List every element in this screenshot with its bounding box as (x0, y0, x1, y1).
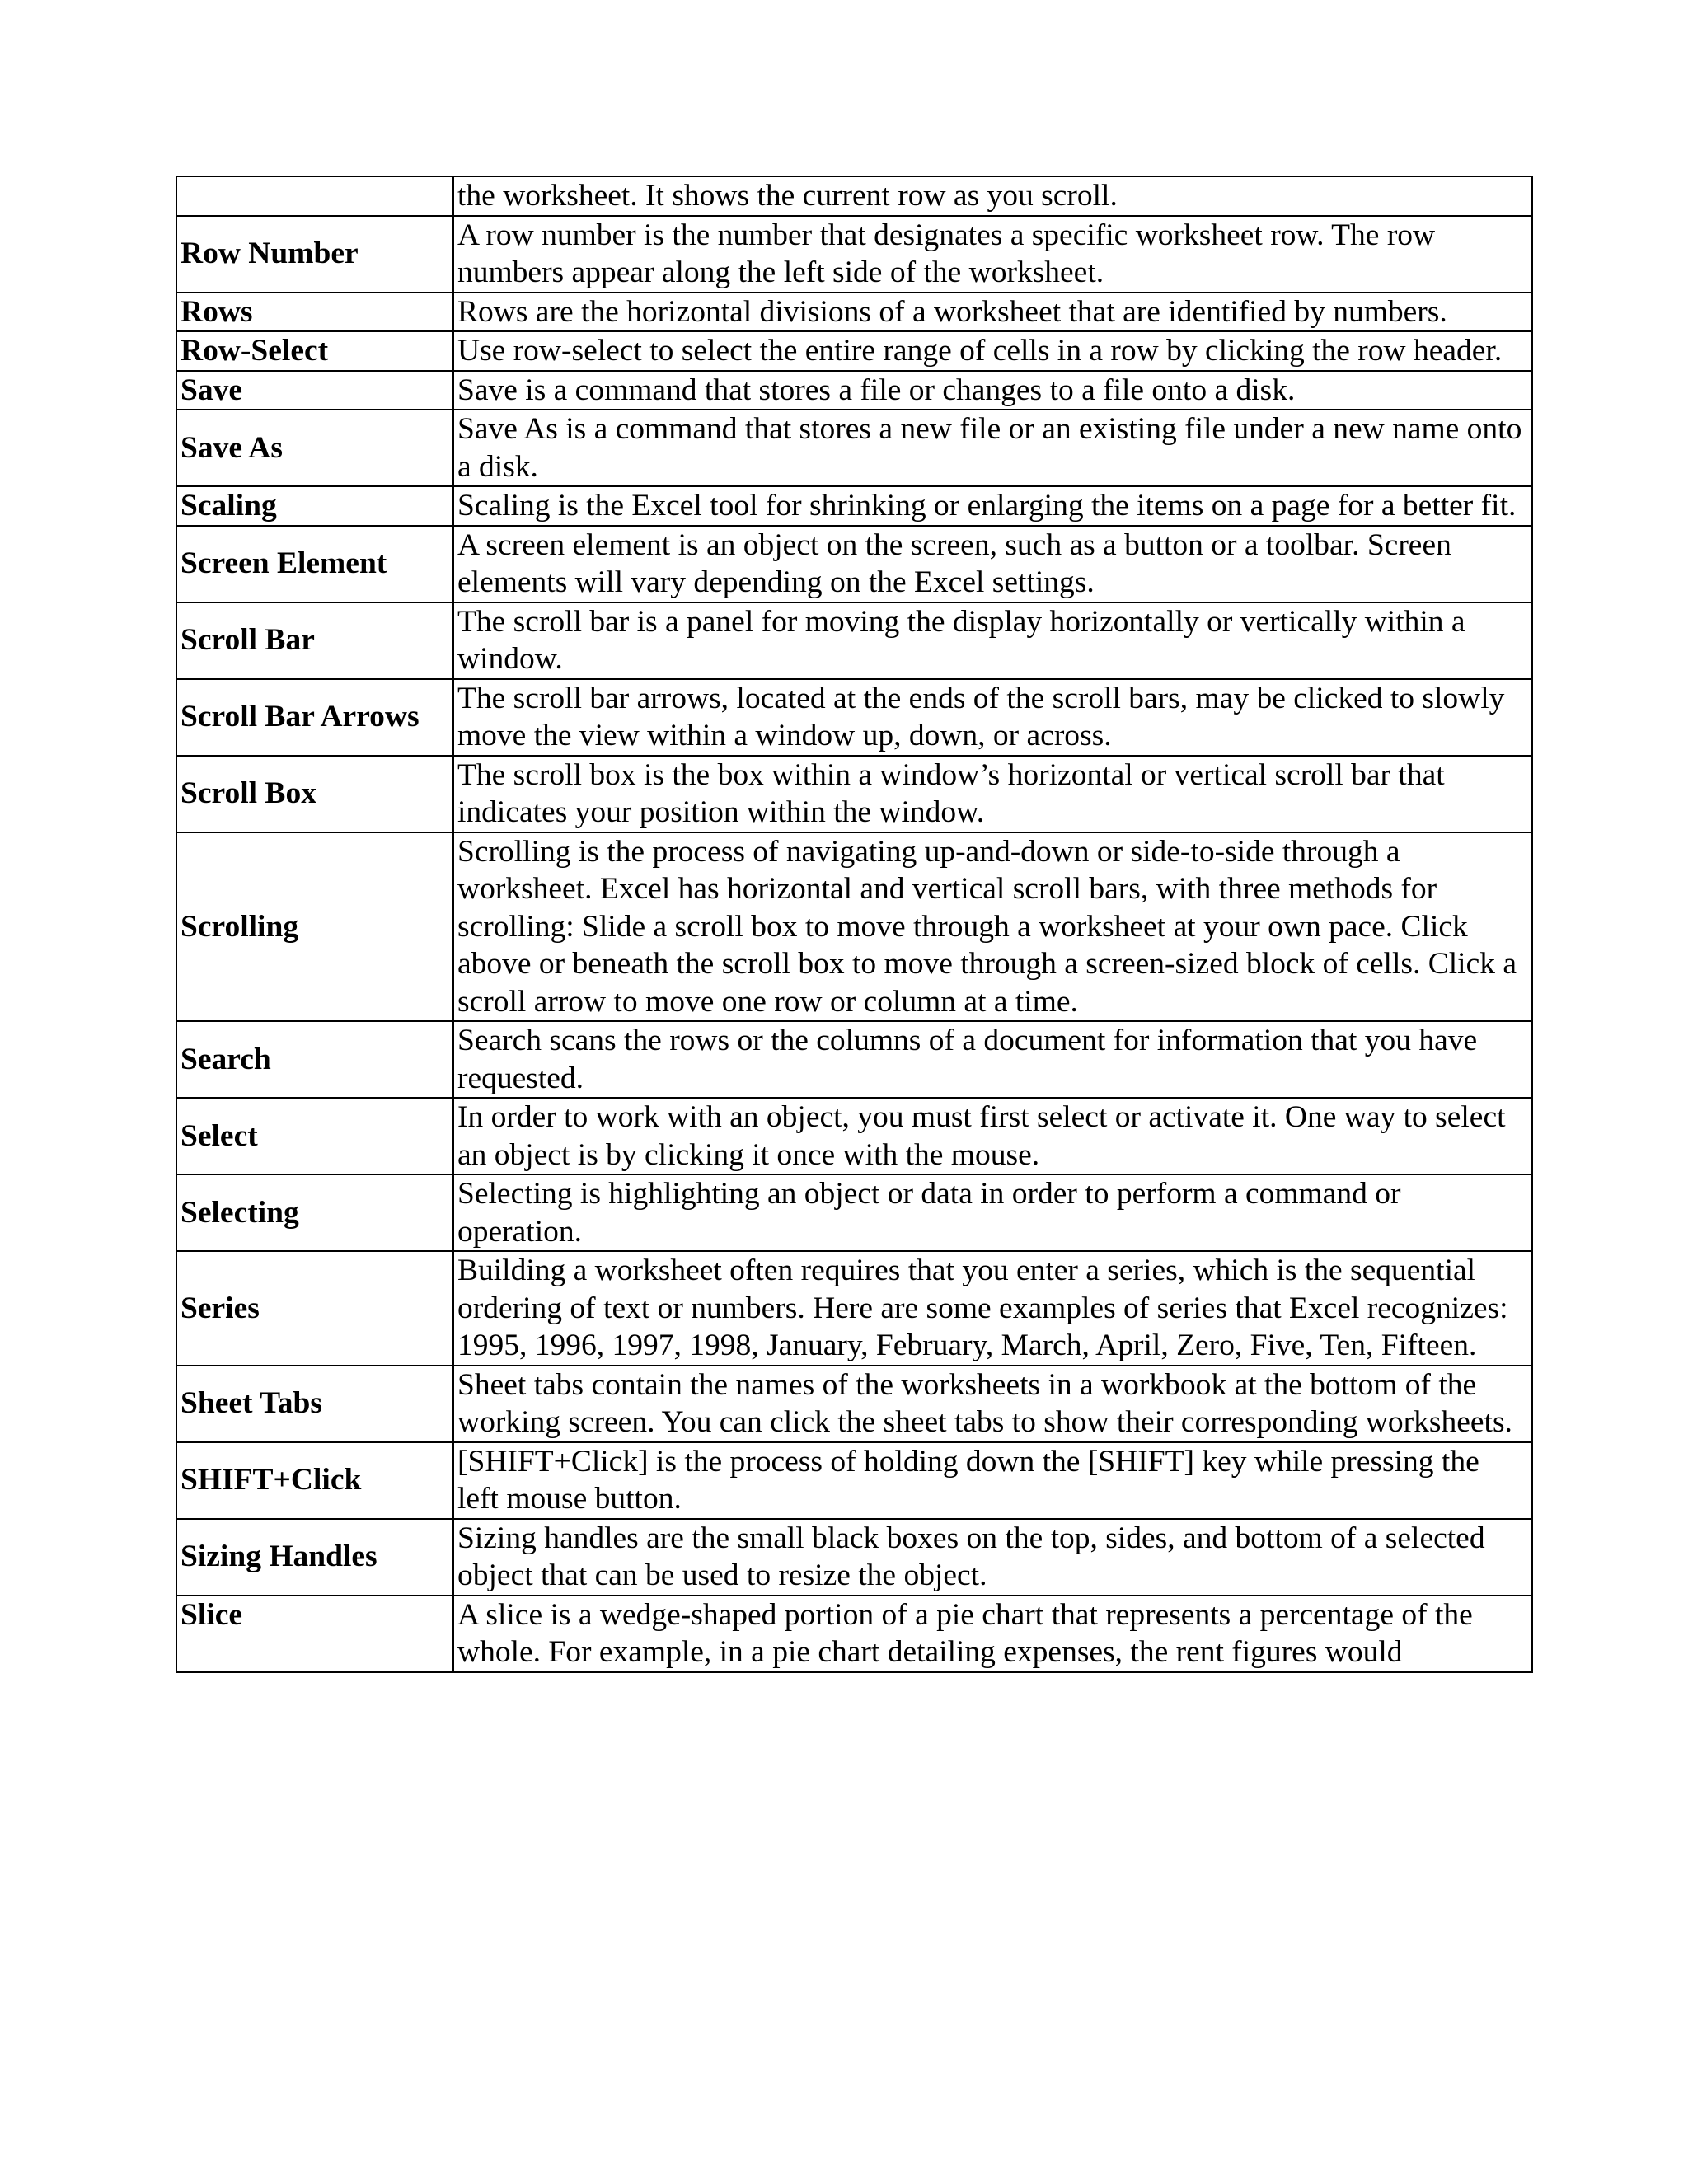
glossary-body (176, 176, 1532, 1672)
definition-cell: Use row-select to select the entire range of cells in a row by clicking the row header. (453, 331, 1532, 371)
glossary-table (176, 176, 1533, 1673)
term-cell: Save As (176, 410, 453, 486)
term-cell: Sizing Handles (176, 1519, 453, 1596)
table-row (176, 1442, 1532, 1519)
table-row (176, 1519, 1532, 1596)
definition-cell: A screen element is an object on the screen, such as a button or a toolbar. Screen elements will vary depending on the Excel settings. (453, 526, 1532, 602)
term-cell: Selecting (176, 1174, 453, 1251)
term-cell: Scroll Bar (176, 602, 453, 679)
table-row (176, 293, 1532, 332)
definition-cell: The scroll bar is a panel for moving the display horizontally or vertically within a window. (453, 602, 1532, 679)
table-row (176, 176, 1532, 216)
definition-cell: A slice is a wedge-shaped portion of a pie chart that represents a percentage of the whole. For example, in a pie chart detailing expenses, the rent figures would (453, 1596, 1532, 1672)
table-row (176, 756, 1532, 832)
table-row (176, 1366, 1532, 1442)
term-cell: Screen Element (176, 526, 453, 602)
table-row (176, 1174, 1532, 1251)
table-row (176, 832, 1532, 1022)
term-cell: Row Number (176, 216, 453, 293)
term-cell: Select (176, 1098, 453, 1174)
definition-cell: Sheet tabs contain the names of the worksheets in a workbook at the bottom of the working screen. You can click the sheet tabs to show their corresponding worksheets. (453, 1366, 1532, 1442)
term-cell: Scaling (176, 486, 453, 526)
term-cell: Search (176, 1021, 453, 1098)
definition-cell: In order to work with an object, you must first select or activate it. One way to select an object is by clicking it once with the mouse. (453, 1098, 1532, 1174)
definition-cell: Save As is a command that stores a new file or an existing file under a new name onto a disk. (453, 410, 1532, 486)
term-cell: Save (176, 371, 453, 410)
definition-cell: Sizing handles are the small black boxes on the top, sides, and bottom of a selected object that can be used to resize the object. (453, 1519, 1532, 1596)
definition-cell: Save is a command that stores a file or changes to a file onto a disk. (453, 371, 1532, 410)
definition-cell: the worksheet. It shows the current row as you scroll. (453, 176, 1532, 216)
term-cell: Scroll Box (176, 756, 453, 832)
table-row (176, 331, 1532, 371)
term-cell: SHIFT+Click (176, 1442, 453, 1519)
definition-cell: [SHIFT+Click] is the process of holding down the [SHIFT] key while pressing the left mouse button. (453, 1442, 1532, 1519)
term-cell: Rows (176, 293, 453, 332)
table-row (176, 371, 1532, 410)
definition-cell: Building a worksheet often requires that you enter a series, which is the sequential ordering of text or numbers. Here are some examples of series that Excel recognizes: 1995, 1996, 1997, 1998, January, February, March, April, Zero, Five, Ten, Fifteen. (453, 1251, 1532, 1366)
definition-cell: A row number is the number that designates a specific worksheet row. The row numbers appear along the left side of the worksheet. (453, 216, 1532, 293)
definition-cell: Scaling is the Excel tool for shrinking or enlarging the items on a page for a better fit. (453, 486, 1532, 526)
definition-cell: The scroll box is the box within a window’s horizontal or vertical scroll bar that indicates your position within the window. (453, 756, 1532, 832)
definition-cell: Rows are the horizontal divisions of a worksheet that are identified by numbers. (453, 293, 1532, 332)
table-row (176, 526, 1532, 602)
definition-cell: Search scans the rows or the columns of a document for information that you have requested. (453, 1021, 1532, 1098)
table-row (176, 679, 1532, 756)
term-cell: Slice (176, 1596, 453, 1672)
table-row (176, 1098, 1532, 1174)
table-row (176, 216, 1532, 293)
term-cell (176, 176, 453, 216)
table-row (176, 602, 1532, 679)
table-row (176, 410, 1532, 486)
table-row (176, 1251, 1532, 1366)
term-cell: Row-Select (176, 331, 453, 371)
term-cell: Scrolling (176, 832, 453, 1022)
table-row (176, 1021, 1532, 1098)
term-cell: Scroll Bar Arrows (176, 679, 453, 756)
table-row (176, 486, 1532, 526)
term-cell: Series (176, 1251, 453, 1366)
definition-cell: Scrolling is the process of navigating up-and-down or side-to-side through a worksheet. Excel has horizontal and vertical scroll bars, with three methods for scrolling: Slide a scroll box to move through a worksheet at your own pace. Click above or beneath the scroll box to move through a screen-sized block of cells. Click a scroll arrow to move one row or column at a time. (453, 832, 1532, 1022)
definition-cell: The scroll bar arrows, located at the ends of the scroll bars, may be clicked to slowly move the view within a window up, down, or across. (453, 679, 1532, 756)
table-row (176, 1596, 1532, 1672)
definition-cell: Selecting is highlighting an object or data in order to perform a command or operation. (453, 1174, 1532, 1251)
term-cell: Sheet Tabs (176, 1366, 453, 1442)
